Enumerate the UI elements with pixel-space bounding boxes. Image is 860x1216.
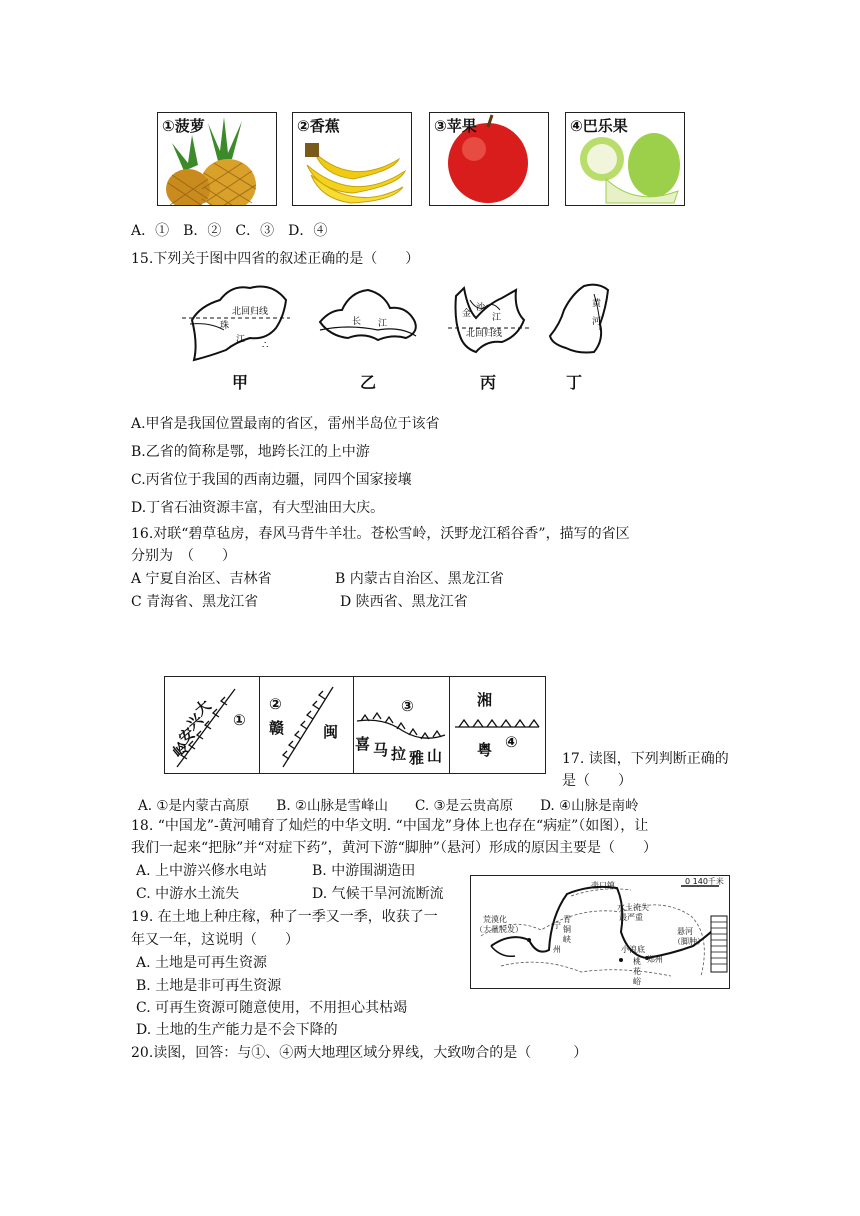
province-label-jia: 甲 [232,373,249,392]
map-label-taohuayu: 花 [633,967,641,976]
mountain-char: 马 [373,741,389,759]
svg-text:∴: ∴ [262,340,269,351]
province-label-ding: 丁 [566,373,583,392]
q16-option-a: A 宁夏自治区、吉林省 [131,571,272,587]
mountain-cell-4 [449,677,543,773]
q18-option-b: B. 中游围湖造田 [312,863,416,879]
mountain-char: 喜 [355,735,371,753]
mountain-char: 岭 [169,738,193,762]
svg-text:江: 江 [378,319,388,329]
mountain-cell-2 [259,677,354,773]
map-label-xuanhe: （脚肿） [673,937,705,946]
fruit-card-guava [565,112,685,206]
svg-text:长: 长 [352,317,362,327]
q15-stem: 15.下列关于图中四省的叙述正确的是（ ） [131,251,420,267]
map-label-soil-loss: 水土流失 [617,903,649,912]
fruit-card-apple [429,112,549,206]
q19-option-b: B. 土地是非可再生资源 [136,978,282,994]
river-label: 珠 [220,321,230,331]
map-label-ningxia: 州 [553,945,561,954]
map-label-desert: 荒漠化 [483,915,507,924]
q16-option-b: B 内蒙古自治区、黑龙江省 [335,571,504,587]
q15-option-b: B.乙省的简称是鄂，地跨长江的上中游 [131,444,370,460]
q17-options: A. ①是内蒙古高原 B. ②山脉是雪峰山 C. ③是云贵高原 D. ④山脉是南岭 [138,798,639,814]
map-label-taohuayu: 桃 [633,957,641,966]
mountain-char: 兴 [183,710,207,734]
q19-option-a: A. 土地是可再生资源 [136,955,268,971]
fruit-label: ①菠萝 [162,117,205,135]
svg-text:北回归线: 北回归线 [466,329,503,339]
mountain-cell-3 [353,677,450,773]
q18-line1: 18. “中国龙”-黄河哺育了灿烂的中华文明. “中国龙”身体上也存在“病症”（如图），让 [131,818,649,834]
river-label: 江 [236,335,246,345]
region-num: ① [233,711,246,729]
mountain-char: 山 [427,747,443,765]
mountain-char: 大 [191,696,215,720]
map-label-zhengzhou: 郑州 [647,955,663,964]
map-label-soil-loss: 最严重 [619,913,643,922]
province-char: 湘 [477,691,493,709]
q14-options: A．① B．② C．③ D．④ [131,223,328,239]
mountain-cell-1 [165,677,260,773]
map-label-qingtong: 青 [563,915,571,924]
map-label-taohuayu: 峪 [633,977,641,986]
mountain-char: 雅 [409,749,425,767]
region-num: ② [269,695,282,713]
q16-stem-line2: 分别为 （ ） [131,548,236,564]
q16-option-d: D 陕西省、黑龙江省 [340,594,468,610]
province-char: 粤 [477,741,493,759]
map-label-qingtong: 峡 [563,935,571,944]
q18-option-c: C. 中游水土流失 [136,886,240,902]
fruit-label: ③苹果 [434,117,477,135]
yellow-river-map [470,875,730,989]
q19-option-d: D. 土地的生产能力是不会下降的 [136,1022,338,1038]
q19-option-c: C. 可再生资源可随意使用，不用担心其枯竭 [136,1000,408,1016]
q15-province-maps [180,280,620,380]
svg-text:黄: 黄 [592,299,602,309]
q15-option-a: A.甲省是我国位置最南的省区，雷州半岛位于该省 [131,416,440,432]
svg-text:金: 金 [462,309,472,319]
map-label-desert: （大量脱发） [475,925,523,934]
province-char: 闽 [323,723,339,741]
map-label-xiaolangdi: 小浪底 [621,945,645,954]
province-label-bing: 丙 [480,373,497,392]
region-num: ③ [401,697,414,715]
fruit-label: ④巴乐果 [570,117,628,135]
q17-stem-line1: 17. 读图，下列判断正确的 [562,751,729,767]
fruit-card-pineapple [157,112,277,206]
province-map-jia [192,287,286,361]
q16-stem-line1: 16.对联“碧草毡房，春风马背牛羊壮。苍松雪岭，沃野龙江稻谷香”，描写的省区 [131,526,630,542]
map-label-hukou: 壶口镇 [591,881,615,890]
q18-option-d: D. 气候干旱河流断流 [312,886,444,902]
province-label-yi: 乙 [360,373,377,392]
fruit-card-banana [292,112,412,206]
region-num: ④ [505,733,518,751]
q19-line2: 年又一年，这说明（ ） [131,932,299,948]
mountain-char: 安 [175,724,199,748]
q18-line2: 我们一起来“把脉”并“对症下药”，黄河下游“脚肿”（悬河）形成的原因主要是（ ） [131,840,657,856]
map-label-qingtong: 铜 [563,925,571,934]
q15-option-d: D.丁省石油资源丰富，有大型油田大庆。 [131,500,385,516]
q19-line1: 19. 在土地上种庄稼，种了一季又一季，收获了一 [131,909,438,925]
mountain-char: 拉 [391,745,407,763]
province-char: 赣 [269,719,285,737]
q17-mountain-table [164,676,546,774]
map-label-xuanhe: 悬河 [677,927,693,936]
q20-stem: 20.读图，回答：与①、④两大地理区域分界线，大致吻合的是（ ） [131,1045,588,1061]
svg-text:江: 江 [492,313,502,323]
q16-option-c: C 青海省、黑龙江省 [131,594,259,610]
q15-option-c: C.丙省位于我国的西南边疆，同四个国家接壤 [131,472,412,488]
map-label-ningxia: 宁 [553,921,561,930]
q18-option-a: A. 上中游兴修水电站 [136,863,268,879]
svg-text:河: 河 [592,317,602,327]
map-scale: 0 140千米 [685,877,724,886]
tropic-label: 北回归线 [232,307,269,317]
svg-text:沙: 沙 [476,303,486,313]
q17-stem-line2: 是（ ） [562,773,632,789]
fruit-label: ②香蕉 [297,117,340,135]
